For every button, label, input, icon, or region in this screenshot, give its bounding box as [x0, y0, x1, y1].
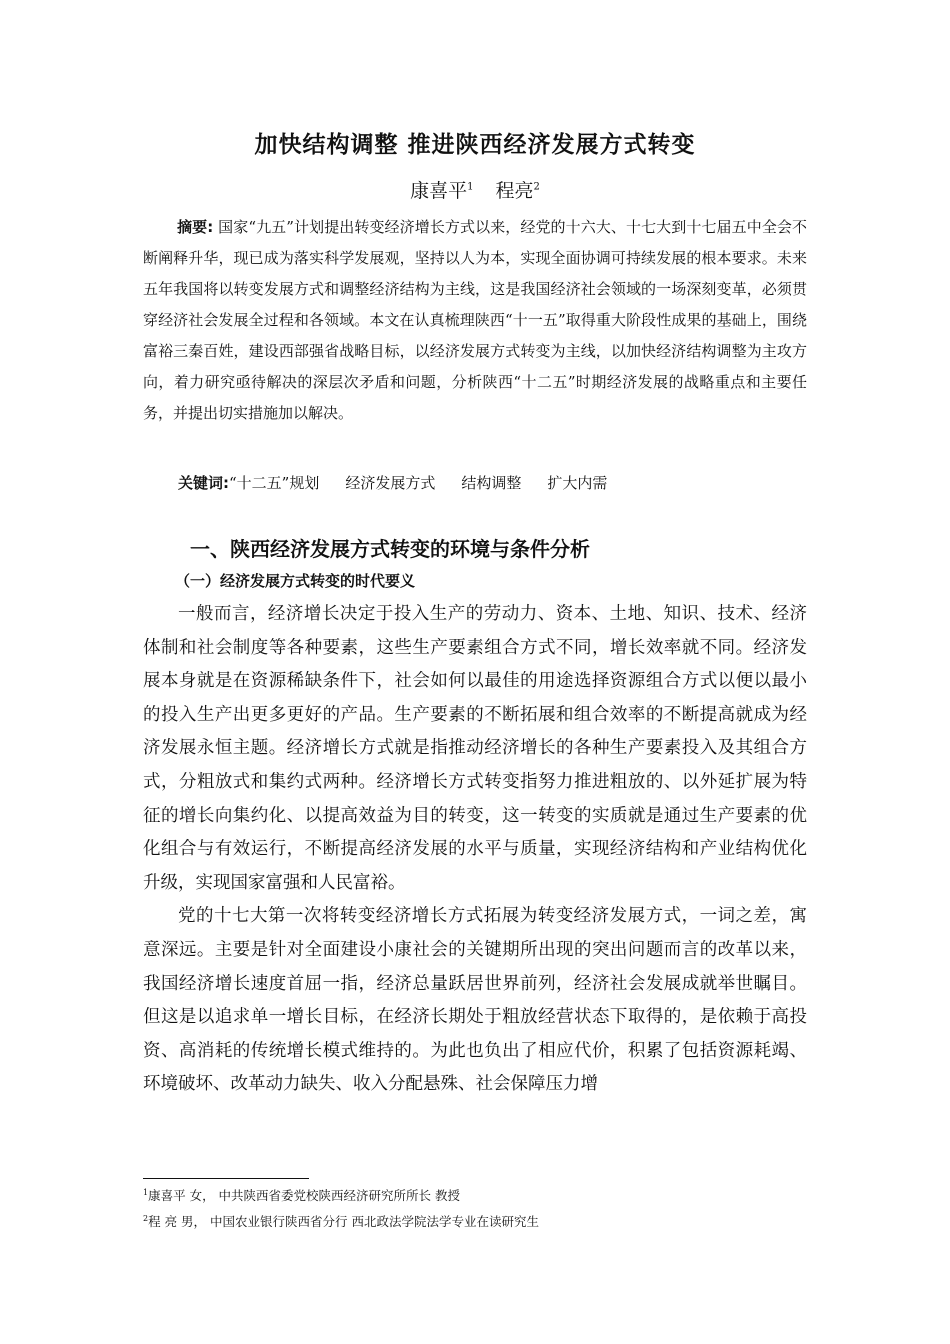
author-name: 程亮 [495, 180, 534, 202]
body-text [143, 598, 807, 1102]
keyword: “十二五”规划 [229, 474, 320, 492]
author-name: 康喜平 [410, 180, 468, 202]
author-affiliation-mark: 1 [467, 181, 474, 193]
footnote-text: 康喜平 女， 中共陕西省委党校陕西经济研究所所长 教授 [148, 1188, 461, 1203]
abstract-text: 国家“九五”计划提出转变经济增长方式以来，经党的十六大、十七大到十七届五中全会不断阐释升华，现已成为落实科学发展观，坚持以人为本，实现全面协调可持续发展的根本要求。未来五年我国将以转变发展方式和调整经济结构为主线，这是我国经济社会领域的一场深刻变革，必须贯穿经济社会发展全过程和各领域。本文在认真梳理陕西“十一五”取得重大阶段性成果的基础上，围绕富裕三秦百姓，建设西部强省战略目标，以经济发展方式转变为主线，以加快经济结构调整为主攻方向，着力研究亟待解决的深层次矛盾和问题，分析陕西“十二五”时期经济发展的战略重点和主要任务，并提出切实措施加以解决。 [143, 218, 807, 422]
paper-title: 加快结构调整 推进陕西经济发展方式转变 [254, 132, 696, 158]
subsection-heading: （一）经济发展方式转变的时代要义 [175, 572, 416, 590]
section-heading: 一、陕西经济发展方式转变的环境与条件分析 [190, 537, 590, 561]
keywords-label: 关键词: [178, 474, 229, 492]
footnote-mark: 2 [143, 1213, 149, 1223]
footnote [143, 1212, 539, 1230]
paragraph: 党的十七大第一次将转变经济增长方式拓展为转变经济发展方式，一词之差，寓意深远。主要是针对全面建设小康社会的关键期所出现的突出问题而言的改革以来，我国经济增长速度首屈一指，经济总量跃居世界前列，经济社会发展成就举世瞩目。但这是以追求单一增长目标，在经济长期处于粗放经营状态下取得的，是依赖于高投资、高消耗的传统增长模式维持的。为此也负出了相应代价，积累了包括资源耗竭、环境破坏、改革动力缺失、收入分配悬殊、社会保障压力增 [143, 906, 807, 1095]
keywords [178, 472, 633, 493]
footnote-text: 程 亮 男， 中国农业银行陕西省分行 西北政法学院法学专业在读研究生 [148, 1214, 539, 1229]
abstract-label: 摘要: [177, 218, 214, 236]
abstract [143, 212, 807, 429]
paragraph: 一般而言，经济增长决定于投入生产的劳动力、资本、土地、知识、技术、经济体制和社会制度等各种要素，这些生产要素组合方式不同，增长效率就不同。经济发展本身就是在资源稀缺条件下，社会如何以最佳的用途选择资源组合方式以便以最小的投入生产出更多更好的产品。生产要素的不断拓展和组合效率的不断提高就成为经济发展永恒主题。经济增长方式就是指推动经济增长的各种生产要素投入及其组合方式，分粗放式和集约式两种。经济增长方式转变指努力推进粗放的、以外延扩展为特征的增长向集约化、以提高效益为目的转变，这一转变的实质就是通过生产要素的优化组合与有效运行，不断提高经济发展的水平与质量，实现经济结构和产业结构优化升级，实现国家富强和人民富裕。 [143, 604, 807, 893]
keyword: 扩大内需 [547, 474, 608, 492]
keyword: 经济发展方式 [345, 474, 436, 492]
author-affiliation-mark: 2 [533, 181, 540, 193]
footnote [143, 1186, 460, 1204]
footnote-mark: 1 [143, 1187, 149, 1197]
footnote-divider [143, 1178, 309, 1179]
keyword: 结构调整 [461, 474, 522, 492]
author-line [0, 176, 950, 203]
